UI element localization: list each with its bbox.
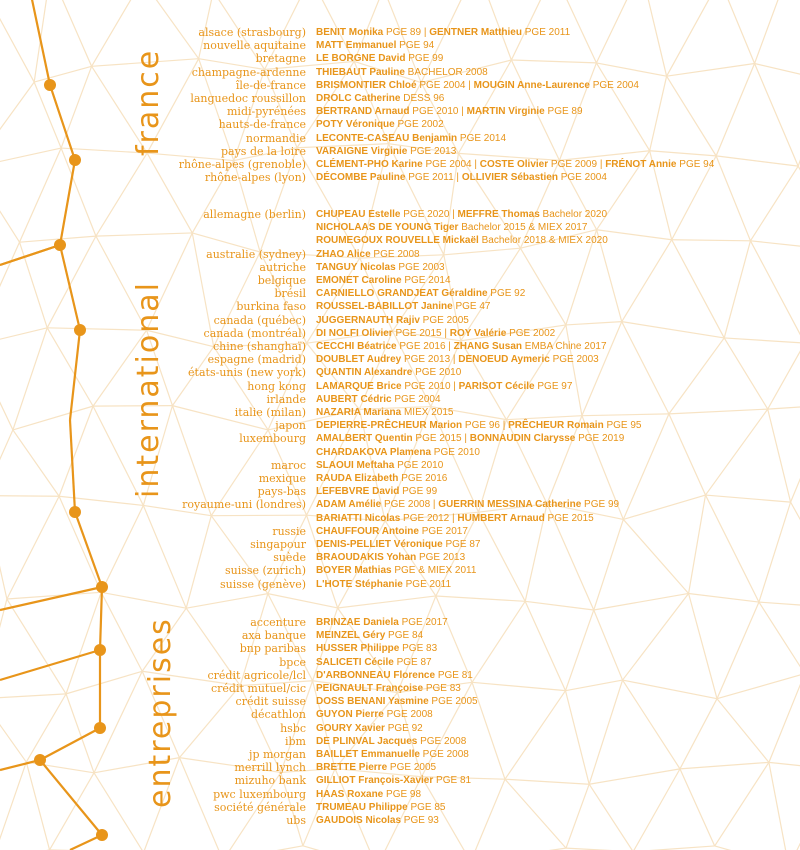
directory-row	[0, 221, 800, 234]
directory-row	[0, 512, 800, 525]
network-edge	[186, 594, 268, 609]
location-label: mexique	[258, 472, 306, 485]
location-label: languedoc roussillon	[190, 92, 306, 105]
location-label: irlande	[266, 392, 306, 406]
contact-names: DROLC Catherine DESS 96	[316, 93, 445, 104]
location-label: hong kong	[247, 379, 306, 393]
location-label: maroc	[270, 458, 306, 472]
location-label: autriche	[259, 260, 306, 274]
directory-row	[0, 761, 800, 774]
network-edge	[268, 594, 338, 608]
contact-names: CHAUFFOUR Antoine PGE 2017	[316, 525, 468, 537]
contact-names: HAAS Roxane PGE 98	[316, 788, 422, 800]
location-label: ubs	[286, 814, 306, 827]
directory-row	[0, 459, 800, 472]
directory-row	[0, 366, 800, 379]
directory-row	[0, 406, 800, 419]
directory-row	[0, 682, 800, 695]
directory-row	[0, 788, 800, 801]
contact-names: DE PLINVAL Jacques PGE 2008	[316, 735, 467, 747]
contact-names: BAILLET Emmanuelle PGE 2008	[316, 749, 469, 760]
location-label: crédit agricole/lcl	[207, 668, 306, 682]
contact-names: GILLIOT François-Xavier PGE 81	[316, 775, 472, 787]
directory-row	[0, 432, 800, 445]
directory-row	[0, 472, 800, 485]
location-label: normandie	[245, 131, 306, 145]
directory-row	[0, 551, 800, 564]
location-label: canada (montréal)	[203, 326, 306, 340]
contact-names: LE BORGNE David PGE 99	[316, 53, 444, 65]
directory-row	[0, 92, 800, 105]
directory-row	[0, 669, 800, 682]
contact-names: TANGUY Nicolas PGE 2003	[316, 261, 445, 273]
network-edge	[338, 596, 436, 608]
network-edge	[303, 846, 377, 850]
directory-row	[0, 274, 800, 287]
directory-row	[0, 353, 800, 366]
contact-names: MEINZEL Géry PGE 84	[316, 630, 424, 642]
directory-row	[0, 578, 800, 591]
contact-names: ADAM Amélie PGE 2008 | GUERRIN MESSINA Catherine PGE 99	[316, 499, 620, 511]
network-edge	[715, 846, 789, 850]
location-label: italie (milan)	[234, 406, 306, 419]
directory-row	[0, 314, 800, 327]
location-label: australie (sydney)	[206, 247, 306, 261]
directory-row	[0, 801, 800, 814]
contact-names: CLÉMENT-PHO Karine PGE 2004 | COSTE Olivier PGE 2009 | FRÉNOT Annie PGE 94	[316, 159, 715, 170]
directory-row	[0, 393, 800, 406]
contact-names: NICHOLAAS DE YOUNG Tiger Bachelor 2015 & MIEX 2017	[316, 222, 588, 234]
contact-names: ZHAO Alice PGE 2008	[316, 248, 420, 260]
contact-names: BOYER Mathias PGE & MIEX 2011	[316, 565, 477, 577]
location-label: espagne (madrid)	[207, 353, 306, 367]
contact-names: CHARDAKOVA Plamena PGE 2010	[316, 446, 480, 458]
location-label: nouvelle aquitaine	[203, 39, 306, 53]
directory-row	[0, 722, 800, 735]
location-label: accenture	[250, 616, 306, 629]
directory-row	[0, 538, 800, 551]
location-label: hauts-de-france	[218, 118, 306, 132]
location-label: pwc luxembourg	[213, 787, 306, 801]
section-title-entreprises: entreprises	[143, 617, 178, 808]
location-label: burkina faso	[236, 300, 306, 314]
location-label: rhône-alpes (lyon)	[204, 171, 306, 185]
location-label: bretagne	[255, 52, 306, 66]
directory-row	[0, 208, 800, 221]
contact-names: LAMARQUE Brice PGE 2010 | PARISOT Cécile PGE 97	[316, 380, 573, 392]
network-edge	[759, 602, 800, 608]
contact-names: QUANTIN Alexandre PGE 2010	[316, 367, 462, 379]
contact-names: RAUDA Elizabeth PGE 2016	[316, 473, 448, 484]
network-edge	[436, 596, 525, 601]
contact-names: DENIS-PELLIET Véronique PGE 87	[316, 539, 481, 550]
network-edge	[594, 593, 689, 610]
contact-names: GUYON Pierre PGE 2008	[316, 709, 433, 721]
network-edge	[525, 601, 594, 610]
directory-row	[0, 774, 800, 787]
location-label: jp morgan	[249, 748, 306, 761]
location-label: axa banque	[241, 629, 306, 643]
contact-names: ROUSSEL-BABILLOT Janine PGE 47	[316, 301, 491, 313]
directory-row	[0, 498, 800, 511]
directory-row	[0, 248, 800, 261]
contact-names: SALICETI Cécile PGE 87	[316, 656, 432, 668]
directory-row	[0, 118, 800, 131]
location-label: île-de-france	[235, 78, 306, 92]
location-label: rhône-alpes (grenoble)	[178, 158, 306, 171]
location-label: royaume-uni (londres)	[182, 498, 306, 512]
location-label: champagne-ardenne	[191, 65, 306, 79]
directory-row	[0, 234, 800, 247]
location-label: suisse (genève)	[220, 577, 306, 591]
directory-row	[0, 132, 800, 145]
directory-row	[0, 708, 800, 721]
directory-row	[0, 158, 800, 171]
contact-names: AMALBERT Quentin PGE 2015 | BONNAUDIN Clarysse PGE 2019	[316, 433, 625, 445]
contact-names: MATT Emmanuel PGE 94	[316, 40, 435, 52]
location-label: luxembourg	[239, 432, 306, 446]
directory-row	[0, 642, 800, 655]
directory-row	[0, 525, 800, 538]
directory-row	[0, 735, 800, 748]
contact-names: SLAOUI Meftaha PGE 2010	[316, 459, 444, 471]
location-label: états-unis (new york)	[188, 366, 306, 380]
location-label: brésil	[274, 287, 306, 301]
directory-row	[0, 616, 800, 629]
contact-names: DOUBLET Audrey PGE 2013 | DENOEUD Aymeric PGE 2003	[316, 354, 599, 366]
contact-names: AUBERT Cédric PGE 2004	[316, 393, 441, 405]
contact-names: BARIATTI Nicolas PGE 2012 | HUMBERT Arnaud PGE 2015	[316, 512, 594, 524]
directory-row	[0, 748, 800, 761]
contact-names: GOURY Xavier PGE 92	[316, 722, 423, 734]
directory-row	[0, 52, 800, 65]
directory-row	[0, 656, 800, 669]
contact-names: HUSSER Philippe PGE 83	[316, 643, 438, 655]
contact-names: CARNIELLO GRANDJEAT Géraldine PGE 92	[316, 288, 526, 300]
contact-names: D'ARBONNEAU Florence PGE 81	[316, 669, 473, 681]
contact-names: NAZARIA Mariana MIEX 2015	[316, 407, 454, 418]
contact-names: LECONTE-CASEAU Benjamin PGE 2014	[316, 132, 507, 144]
contact-names: GAUDOIS Nicolas PGE 93	[316, 815, 439, 826]
location-label: mizuho bank	[234, 774, 306, 788]
location-label: crédit suisse	[235, 695, 306, 709]
directory-row	[0, 39, 800, 52]
location-label: canada (québec)	[213, 313, 306, 327]
directory-row	[0, 171, 800, 184]
location-label: allemagne (berlin)	[203, 208, 306, 221]
network-edge	[633, 846, 715, 850]
contact-names: DÉCOMBE Pauline PGE 2011 | OLLIVIER Sébastien PGE 2004	[316, 172, 607, 184]
contact-names: DOSS BENANI Yasmine PGE 2005	[316, 696, 478, 708]
directory-row	[0, 419, 800, 432]
directory-row	[0, 629, 800, 642]
contact-names: BRETTE Pierre PGE 2005	[316, 762, 437, 774]
location-label: suisse (zurich)	[224, 564, 306, 578]
location-label: russie	[272, 524, 306, 538]
contact-names: BRAOUDAKIS Yohan PGE 2013	[316, 552, 466, 564]
contact-names: THIEBAUT Pauline BACHELOR 2008	[316, 66, 488, 78]
location-label: ibm	[285, 734, 306, 748]
contact-names: BERTRAND Arnaud PGE 2010 | MARTIN Virginie PGE 89	[316, 106, 583, 118]
directory-row	[0, 814, 800, 827]
directory-row	[0, 695, 800, 708]
location-label: belgique	[257, 274, 306, 287]
location-label: hsbc	[280, 721, 306, 735]
location-label: suède	[273, 551, 306, 565]
directory-row	[0, 261, 800, 274]
contact-names: JUGGERNAUTH Rajiv PGE 2005	[316, 314, 469, 326]
contact-names: BRISMONTIER Chloé PGE 2004 | MOUGIN Anne-Laurence PGE 2004	[316, 79, 639, 91]
contact-names: DEPIERRE-PRÊCHEUR Marion PGE 96 | PRÊCHEUR Romain PGE 95	[316, 420, 642, 432]
directory-row	[0, 26, 800, 39]
directory-row	[0, 66, 800, 79]
location-label: singapour	[250, 538, 306, 551]
location-label: bnp paribas	[239, 642, 306, 656]
contact-names: CHUPEAU Estelle PGE 2020 | MEFFRE Thomas Bachelor 2020	[316, 209, 608, 220]
location-label: chine (shanghaï)	[212, 340, 306, 353]
location-label: société générale	[214, 800, 306, 814]
network-edge	[101, 592, 186, 608]
directory-row	[0, 79, 800, 92]
contact-names: BENIT Monika PGE 89 | GENTNER Matthieu PGE 2011	[316, 27, 571, 38]
network-node	[96, 829, 108, 841]
contact-names: ROUMEGOUX ROUVELLE Mickaël Bachelor 2018 & MIEX 2020	[316, 235, 608, 247]
directory-row	[0, 105, 800, 118]
contact-names: DI NOLFI Olivier PGE 2015 | ROY Valérie PGE 2002	[316, 327, 556, 339]
directory-row	[0, 485, 800, 498]
contact-names: EMONET Caroline PGE 2014	[316, 275, 451, 286]
contact-names: PEIGNAULT Françoise PGE 83	[316, 683, 461, 694]
contact-names: LEFEBVRE David PGE 99	[316, 486, 438, 498]
section-title-france: france	[131, 48, 166, 156]
contact-names: TRUMEAU Philippe PGE 85	[316, 801, 446, 813]
contact-names: POTY Véronique PGE 2002	[316, 119, 444, 131]
directory-row	[0, 380, 800, 393]
contact-names: CECCHI Béatrice PGE 2016 | ZHANG Susan EMBA Chine 2017	[316, 341, 607, 352]
location-label: décathlon	[251, 708, 306, 722]
network-edge	[223, 846, 303, 850]
location-label: pays-bas	[257, 485, 306, 499]
directory-row	[0, 287, 800, 300]
location-label: merrill lynch	[234, 761, 306, 775]
location-label: crédit mutuel/cic	[211, 682, 306, 695]
location-label: bpce	[279, 655, 306, 669]
directory-row	[0, 145, 800, 158]
location-label: japon	[275, 419, 306, 433]
location-label: alsace (strasbourg)	[198, 26, 306, 39]
contact-names: BRINZAE Daniela PGE 2017	[316, 617, 448, 628]
directory-row	[0, 340, 800, 353]
location-label: midi-pyrénées	[227, 105, 306, 119]
location-label: pays de la loire	[220, 144, 306, 158]
contact-names: L'HOTE Stéphanie PGE 2011	[316, 578, 452, 590]
contact-names: VARAIGNE Virginie PGE 2013	[316, 145, 457, 157]
network-edge	[689, 593, 759, 602]
directory-row	[0, 564, 800, 577]
directory-row	[0, 446, 800, 459]
directory-row	[0, 327, 800, 340]
directory-row	[0, 300, 800, 313]
section-title-international: international	[131, 281, 166, 498]
